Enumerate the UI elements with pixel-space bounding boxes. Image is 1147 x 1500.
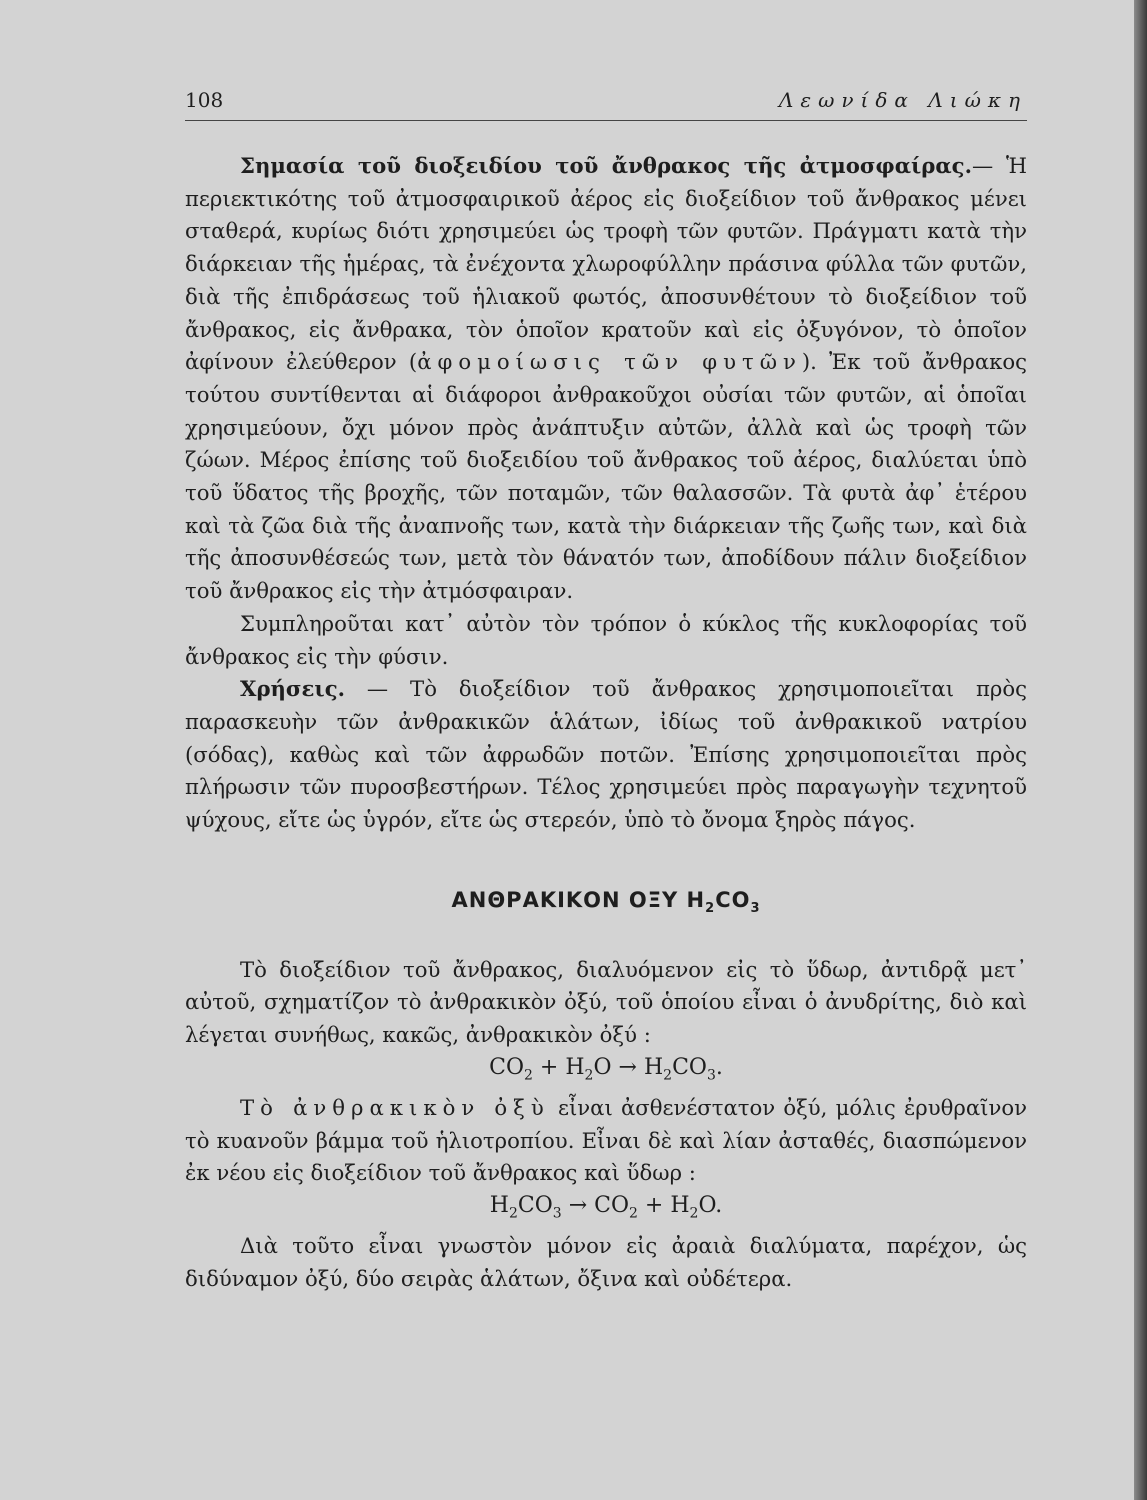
paragraph-carbonic-acid-properties: Τὸ ἀνθρακικὸν ὀξὺ εἶναι ἀσθενέστατον ὀξύ, μόλις ἐρυθραῖνον τὸ κυανοῦν βάμμα τοῦ ἡλιοτροπίου. Εἶναι δὲ καὶ λίαν ἀσταθές, διασπώμενον ἐκ νέου εἰς διοξείδιον τοῦ ἄνθρακος καὶ ὕδωρ : <box>185 1094 1027 1186</box>
heading-uses: Χρήσεις. <box>240 676 345 702</box>
paragraph-carbonic-acid-formation: Τὸ διοξείδιον τοῦ ἄνθρακος, διαλυόμενον εἰς τὸ ὕδωρ, ἀντιδρᾷ μετ᾽ αὐτοῦ, σχηματίζον τὸ ἀνθρακικὸν ὀξύ, τοῦ ὁποίου εἶναι ὁ ἀνυδρίτης, διὸ καὶ λέγεται συνήθως, κακῶς, ἀνθρακικὸν ὀξύ : <box>185 956 1027 1048</box>
emphasis-carbonic-acid: Τὸ ἀνθρακικὸν ὀξὺ <box>240 1094 550 1120</box>
equation-formation: $CO_2 + H_2O \to H_2CO_3$. <box>489 1054 723 1084</box>
equation-decomposition: $H_2CO_3 \to CO_2 + H_2O$. <box>489 1192 723 1222</box>
section-heading-co2-significance <box>185 150 1027 608</box>
paragraph-co2-atmosphere-a: Ἡ περιεκτικότης τοῦ ἀτμοσφαιρικοῦ ἀέρος εἰς διοξείδιον τοῦ ἄνθρακος μένει σταθερά, κυρίως διότι χρησιμεύει ὡς τροφὴ τῶν φυτῶν. Πράγματι κατὰ τὴν διάρκειαν τῆς ἡμέρας, τὰ ἐνέχοντα χλωροφύλλην πράσινα φύλλα τῶν φυτῶν, διὰ τῆς ἐπιδράσεως τοῦ ἡλιακοῦ φωτός, ἀποσυνθέτουν τὸ διοξείδιον τοῦ ἄνθρακος, εἰς ἄνθρακα, τὸν ὁποῖον κρατοῦν καὶ εἰς ὀξυγόνον, τὸ ὁποῖον ἀφίνουν ἐλεύθερον ( <box>185 153 1027 375</box>
paragraph-uses <box>185 673 1027 837</box>
running-author: Λεωνίδα Λιώκη <box>778 88 1027 112</box>
page-edge-shadow <box>1134 0 1147 1500</box>
paragraph-carbon-cycle: Συμπληροῦται κατ᾽ αὐτὸν τὸν τρόπον ὁ κύκλος τῆς κυκλοφορίας τοῦ ἄνθρακος εἰς τὴν φύσιν. <box>185 610 1027 669</box>
section-heading-carbonic-acid: ΑΝΘΡΑΚΙΚΟΝ ΟΞΥ $H_2CO_3$ <box>451 887 761 916</box>
paragraph-co2-atmosphere-b: ). Ἐκ τοῦ ἄνθρακος τούτου συντίθενται αἱ διάφοροι ἀνθρακοῦχοι οὐσίαι τῶν φυτῶν, αἱ ὁποῖαι χρησιμεύουν, ὄχι μόνον πρὸς ἀνάπτυξιν αὐτῶν, ἀλλὰ καὶ ὡς τροφὴ τῶν ζώων. Μέρος ἐπίσης τοῦ διοξειδίου τοῦ ἄνθρακος τοῦ ἀέρος, διαλύεται ὑπὸ τοῦ ὕδατος τῆς βροχῆς, τῶν ποταμῶν, τῶν θαλασσῶν. Τὰ φυτὰ ἀφ᾽ ἑτέρου καὶ τὰ ζῶα διὰ τῆς ἀναπνοῆς των, κατὰ τὴν διάρκειαν τῆς ζωῆς των, καὶ διὰ τῆς ἀποσυνθέσεώς των, μετὰ τὸν θάνατόν των, ἀποδίδουν πάλιν διοξείδιον τοῦ ἄνθρακος εἰς τὴν ἀτμόσφαιραν. <box>185 349 1028 604</box>
uses-text: — Τὸ διοξείδιον τοῦ ἄνθρακος χρησιμοποιεῖται πρὸς παρασκευὴν τῶν ἀνθρακικῶν ἁλάτων, ἰδίως τοῦ ἀνθρακικοῦ νατρίου (σόδας), καθὼς καὶ τῶν ἀφρωδῶν ποτῶν. Ἐπίσης χρησιμοποιεῖται πρὸς πλήρωσιν τῶν πυροσβεστήρων. Τέλος χρησιμεύει πρὸς παραγωγὴν τεχνητοῦ ψύχους, εἴτε ὡς ὑγρόν, εἴτε ὡς στερεόν, ὑπὸ τὸ ὄνομα ξηρὸς πάγος. <box>185 676 1027 833</box>
emphasis-assimilation: ἀφομοίωσις τῶν φυτῶν <box>417 349 802 375</box>
page-number: 108 <box>185 88 224 112</box>
running-head <box>185 88 1027 121</box>
heading-dash: — <box>971 153 994 178</box>
body-text <box>185 150 1027 1295</box>
heading-co2-significance: Σημασία τοῦ διοξειδίου τοῦ ἄνθρακος τῆς ἀτμοσφαίρας. <box>240 153 972 178</box>
paragraph-salts: Διὰ τοῦτο εἶναι γνωστὸν μόνον εἰς ἀραιὰ διαλύματα, παρέχον, ὡς διδύναμον ὀξύ, δύο σειρὰς ἁλάτων, ὄξινα καὶ οὐδέτερα. <box>185 1233 1027 1291</box>
